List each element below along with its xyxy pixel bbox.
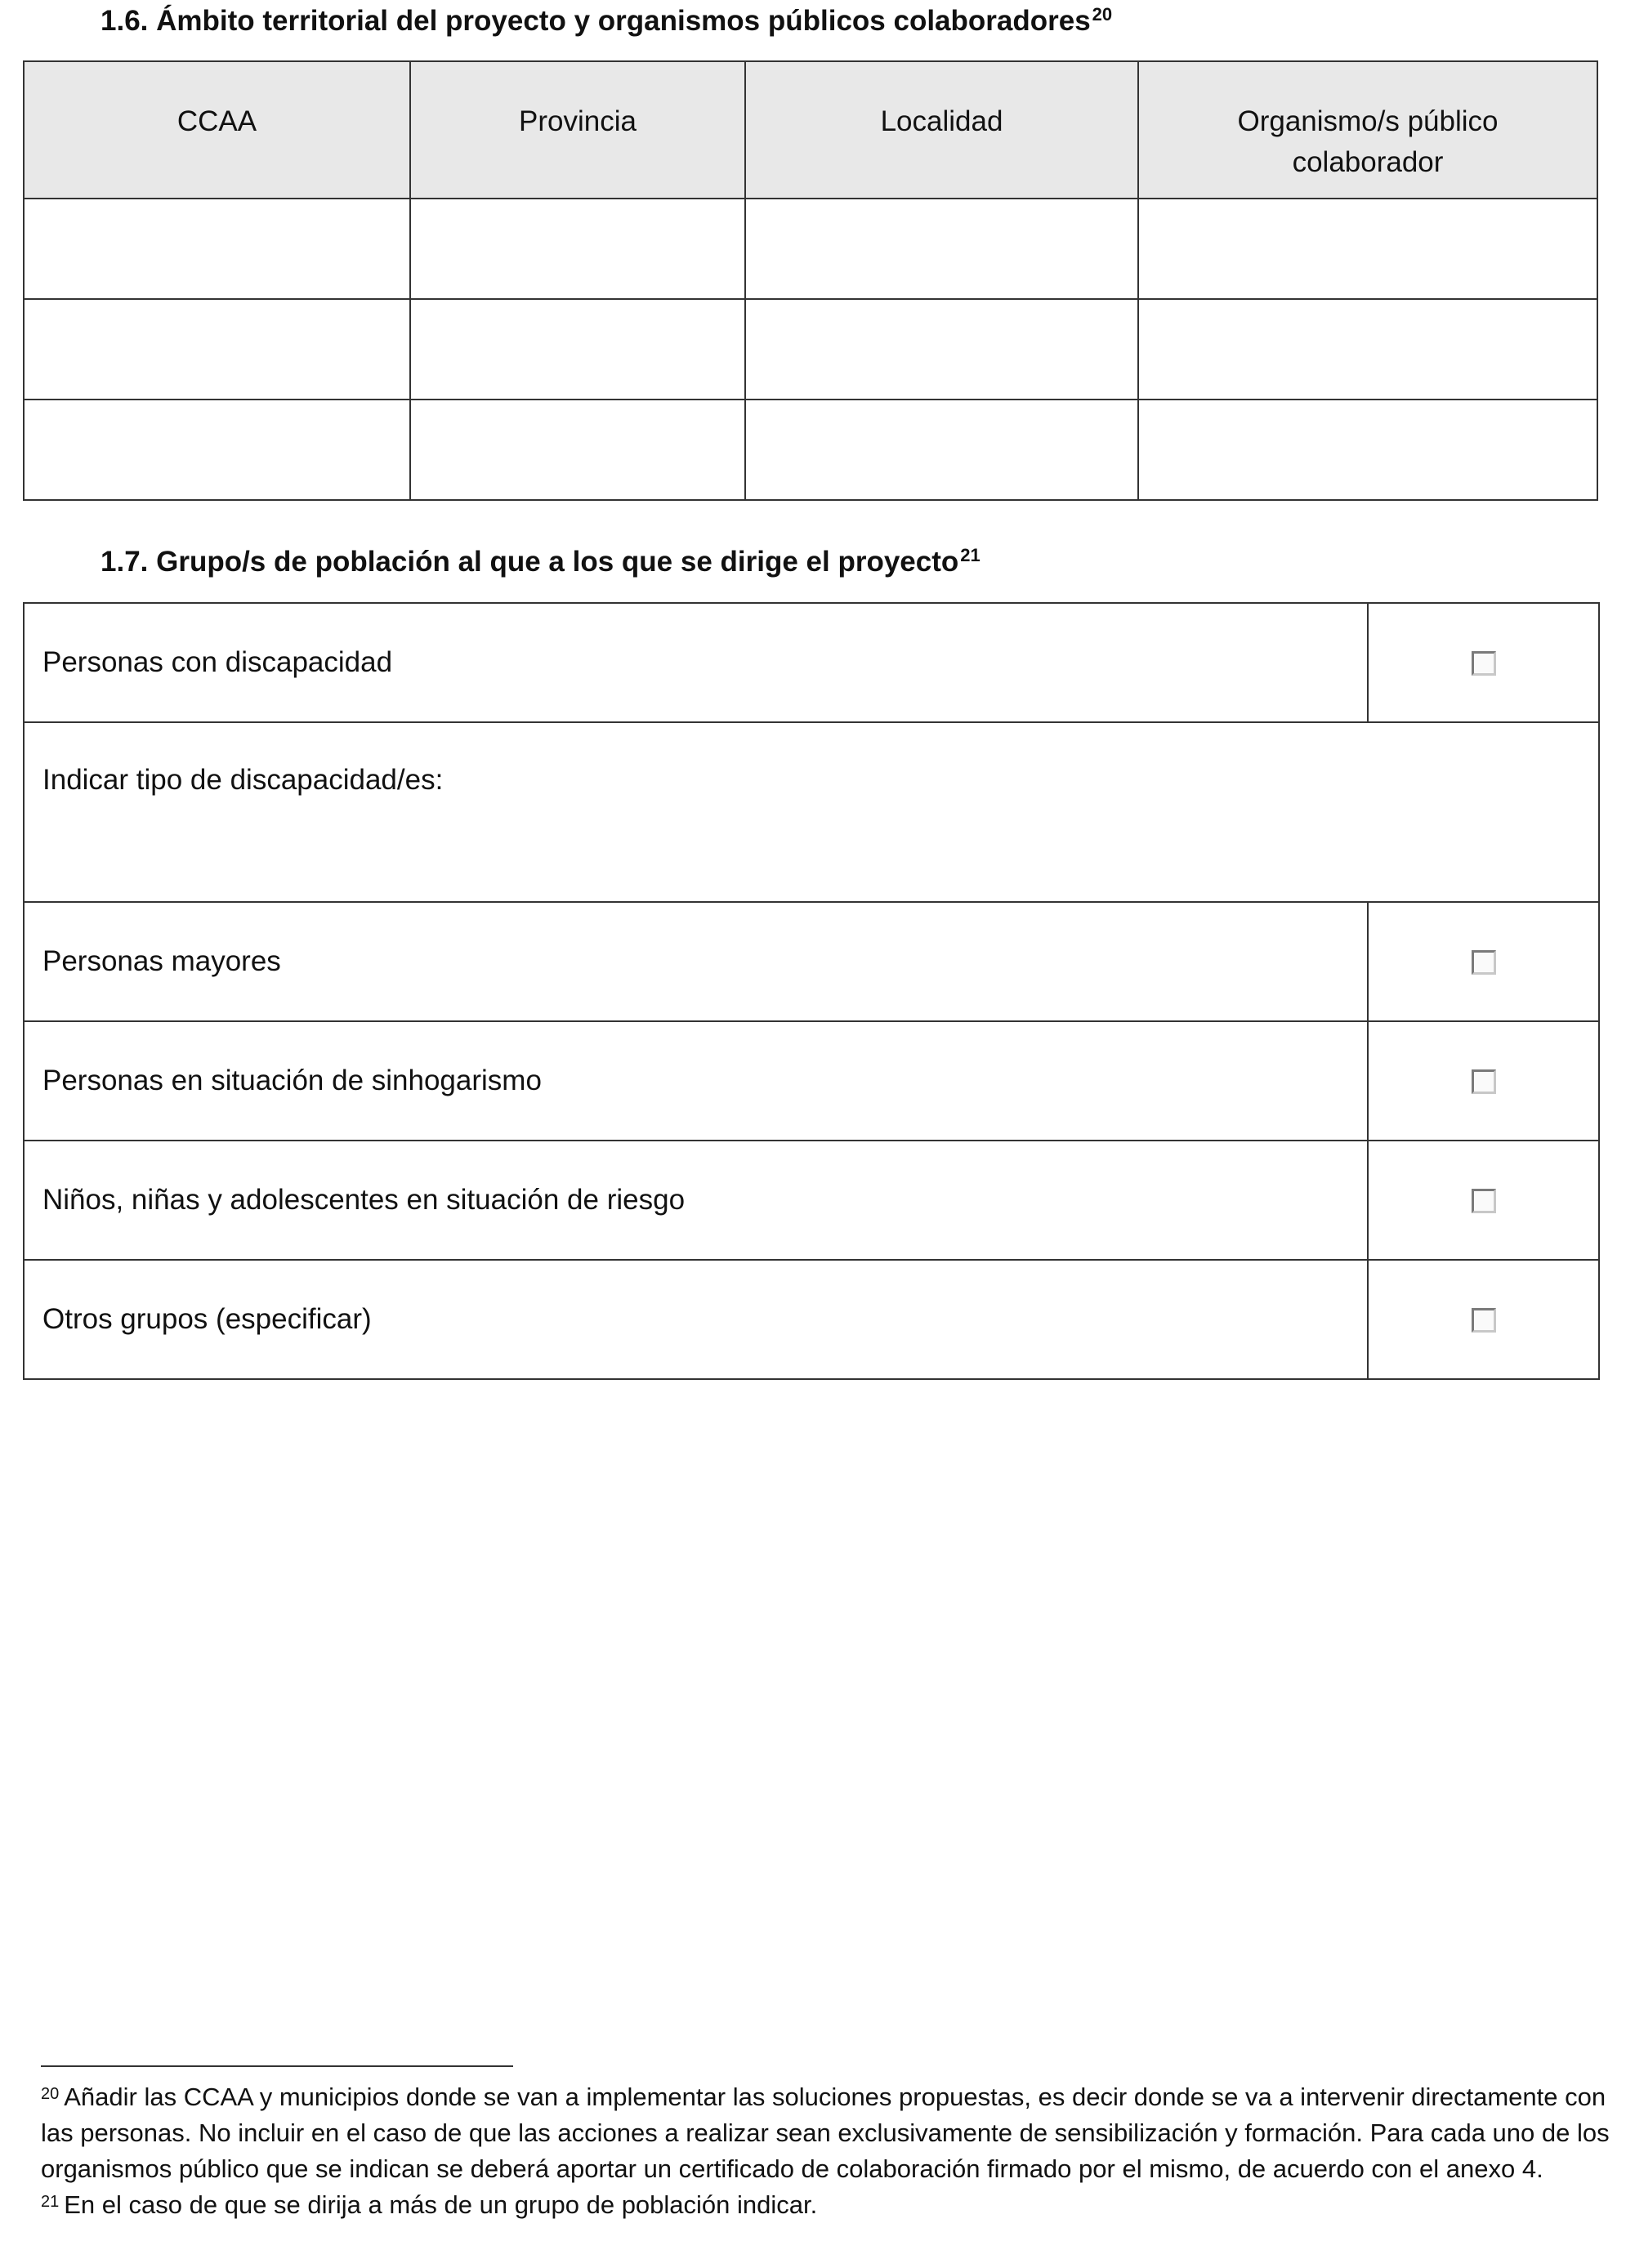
footnote-ref-21[interactable]: 21: [960, 545, 981, 565]
checkbox-cell: [1368, 603, 1599, 722]
organismo-cell[interactable]: [1138, 400, 1597, 500]
table-row: [24, 400, 1597, 500]
table-row: [24, 199, 1597, 299]
organismo-cell[interactable]: [1138, 299, 1597, 400]
group-label-homelessness: Personas en situación de sinhogarismo: [24, 1021, 1368, 1141]
localidad-cell[interactable]: [745, 400, 1138, 500]
group-label-disability: Personas con discapacidad: [24, 603, 1368, 722]
footnote-text-21: En el caso de que se dirija a más de un grupo de población indicar.: [64, 2190, 818, 2219]
checkbox-cell: [1368, 1021, 1599, 1141]
provincia-cell[interactable]: [410, 400, 745, 500]
section-1-7-title: 1.7. Grupo/s de población al que a los que se dirige el proyecto: [101, 546, 959, 578]
table-header-row: [24, 61, 1597, 199]
provincia-cell[interactable]: [410, 299, 745, 400]
footnote-ref-20[interactable]: 20: [1092, 4, 1113, 25]
disability-type-field[interactable]: [24, 722, 1599, 902]
column-header-organismo: Organismo/s público colaborador: [1138, 61, 1597, 199]
group-row-children-at-risk: [24, 1141, 1599, 1260]
checkbox-cell: [1368, 902, 1599, 1021]
provincia-cell[interactable]: [410, 199, 745, 299]
ccaa-cell[interactable]: [24, 199, 410, 299]
population-groups-table: [23, 602, 1600, 1380]
group-row-elderly: [24, 902, 1599, 1021]
section-1-6-heading: [101, 3, 1112, 39]
ccaa-cell[interactable]: [24, 299, 410, 400]
footnote-20: [41, 2079, 1618, 2187]
checkbox-elderly[interactable]: [1472, 950, 1496, 975]
disability-type-label: Indicar tipo de discapacidad/es:: [42, 764, 444, 796]
territorial-scope-table: [23, 60, 1598, 501]
column-header-ccaa: CCAA: [24, 61, 410, 199]
footnotes: [41, 2079, 1618, 2223]
checkbox-children-at-risk[interactable]: [1472, 1189, 1496, 1213]
table-row: [24, 299, 1597, 400]
group-label-children-at-risk: Niños, niñas y adolescentes en situación de riesgo: [24, 1141, 1368, 1260]
group-label-other: Otros grupos (especificar): [24, 1260, 1368, 1379]
checkbox-disability[interactable]: [1472, 651, 1496, 676]
group-label-elderly: Personas mayores: [24, 902, 1368, 1021]
ccaa-cell[interactable]: [24, 400, 410, 500]
group-row-other: [24, 1260, 1599, 1379]
footnote-number-21: 21: [41, 2193, 60, 2211]
organismo-cell[interactable]: [1138, 199, 1597, 299]
column-header-provincia: Provincia: [410, 61, 745, 199]
localidad-cell[interactable]: [745, 199, 1138, 299]
checkbox-cell: [1368, 1260, 1599, 1379]
section-1-7-heading: [101, 544, 981, 580]
section-1-6-title: 1.6. Ámbito territorial del proyecto y organismos públicos colaboradores: [101, 5, 1091, 37]
column-header-localidad: Localidad: [745, 61, 1138, 199]
checkbox-other[interactable]: [1472, 1308, 1496, 1333]
footnote-21: [41, 2187, 1618, 2223]
checkbox-homelessness[interactable]: [1472, 1069, 1496, 1094]
checkbox-cell: [1368, 1141, 1599, 1260]
footnote-number-20: 20: [41, 2085, 60, 2103]
localidad-cell[interactable]: [745, 299, 1138, 400]
group-row-homelessness: [24, 1021, 1599, 1141]
group-row-disability: [24, 603, 1599, 722]
footnote-text-20: Añadir las CCAA y municipios donde se van a implementar las soluciones propuestas, es decir donde se va a intervenir directamente con las personas. No incluir en el caso de que las acciones a realizar sean exclusivamente de sensibilización y formación. Para cada uno de los organismos público que se indican se deberá aportar un certificado de colaboración firmado por el mismo, de acuerdo con el anexo 4.: [41, 2083, 1610, 2183]
footnote-divider: [41, 2065, 513, 2067]
group-row-disability-type: [24, 722, 1599, 902]
